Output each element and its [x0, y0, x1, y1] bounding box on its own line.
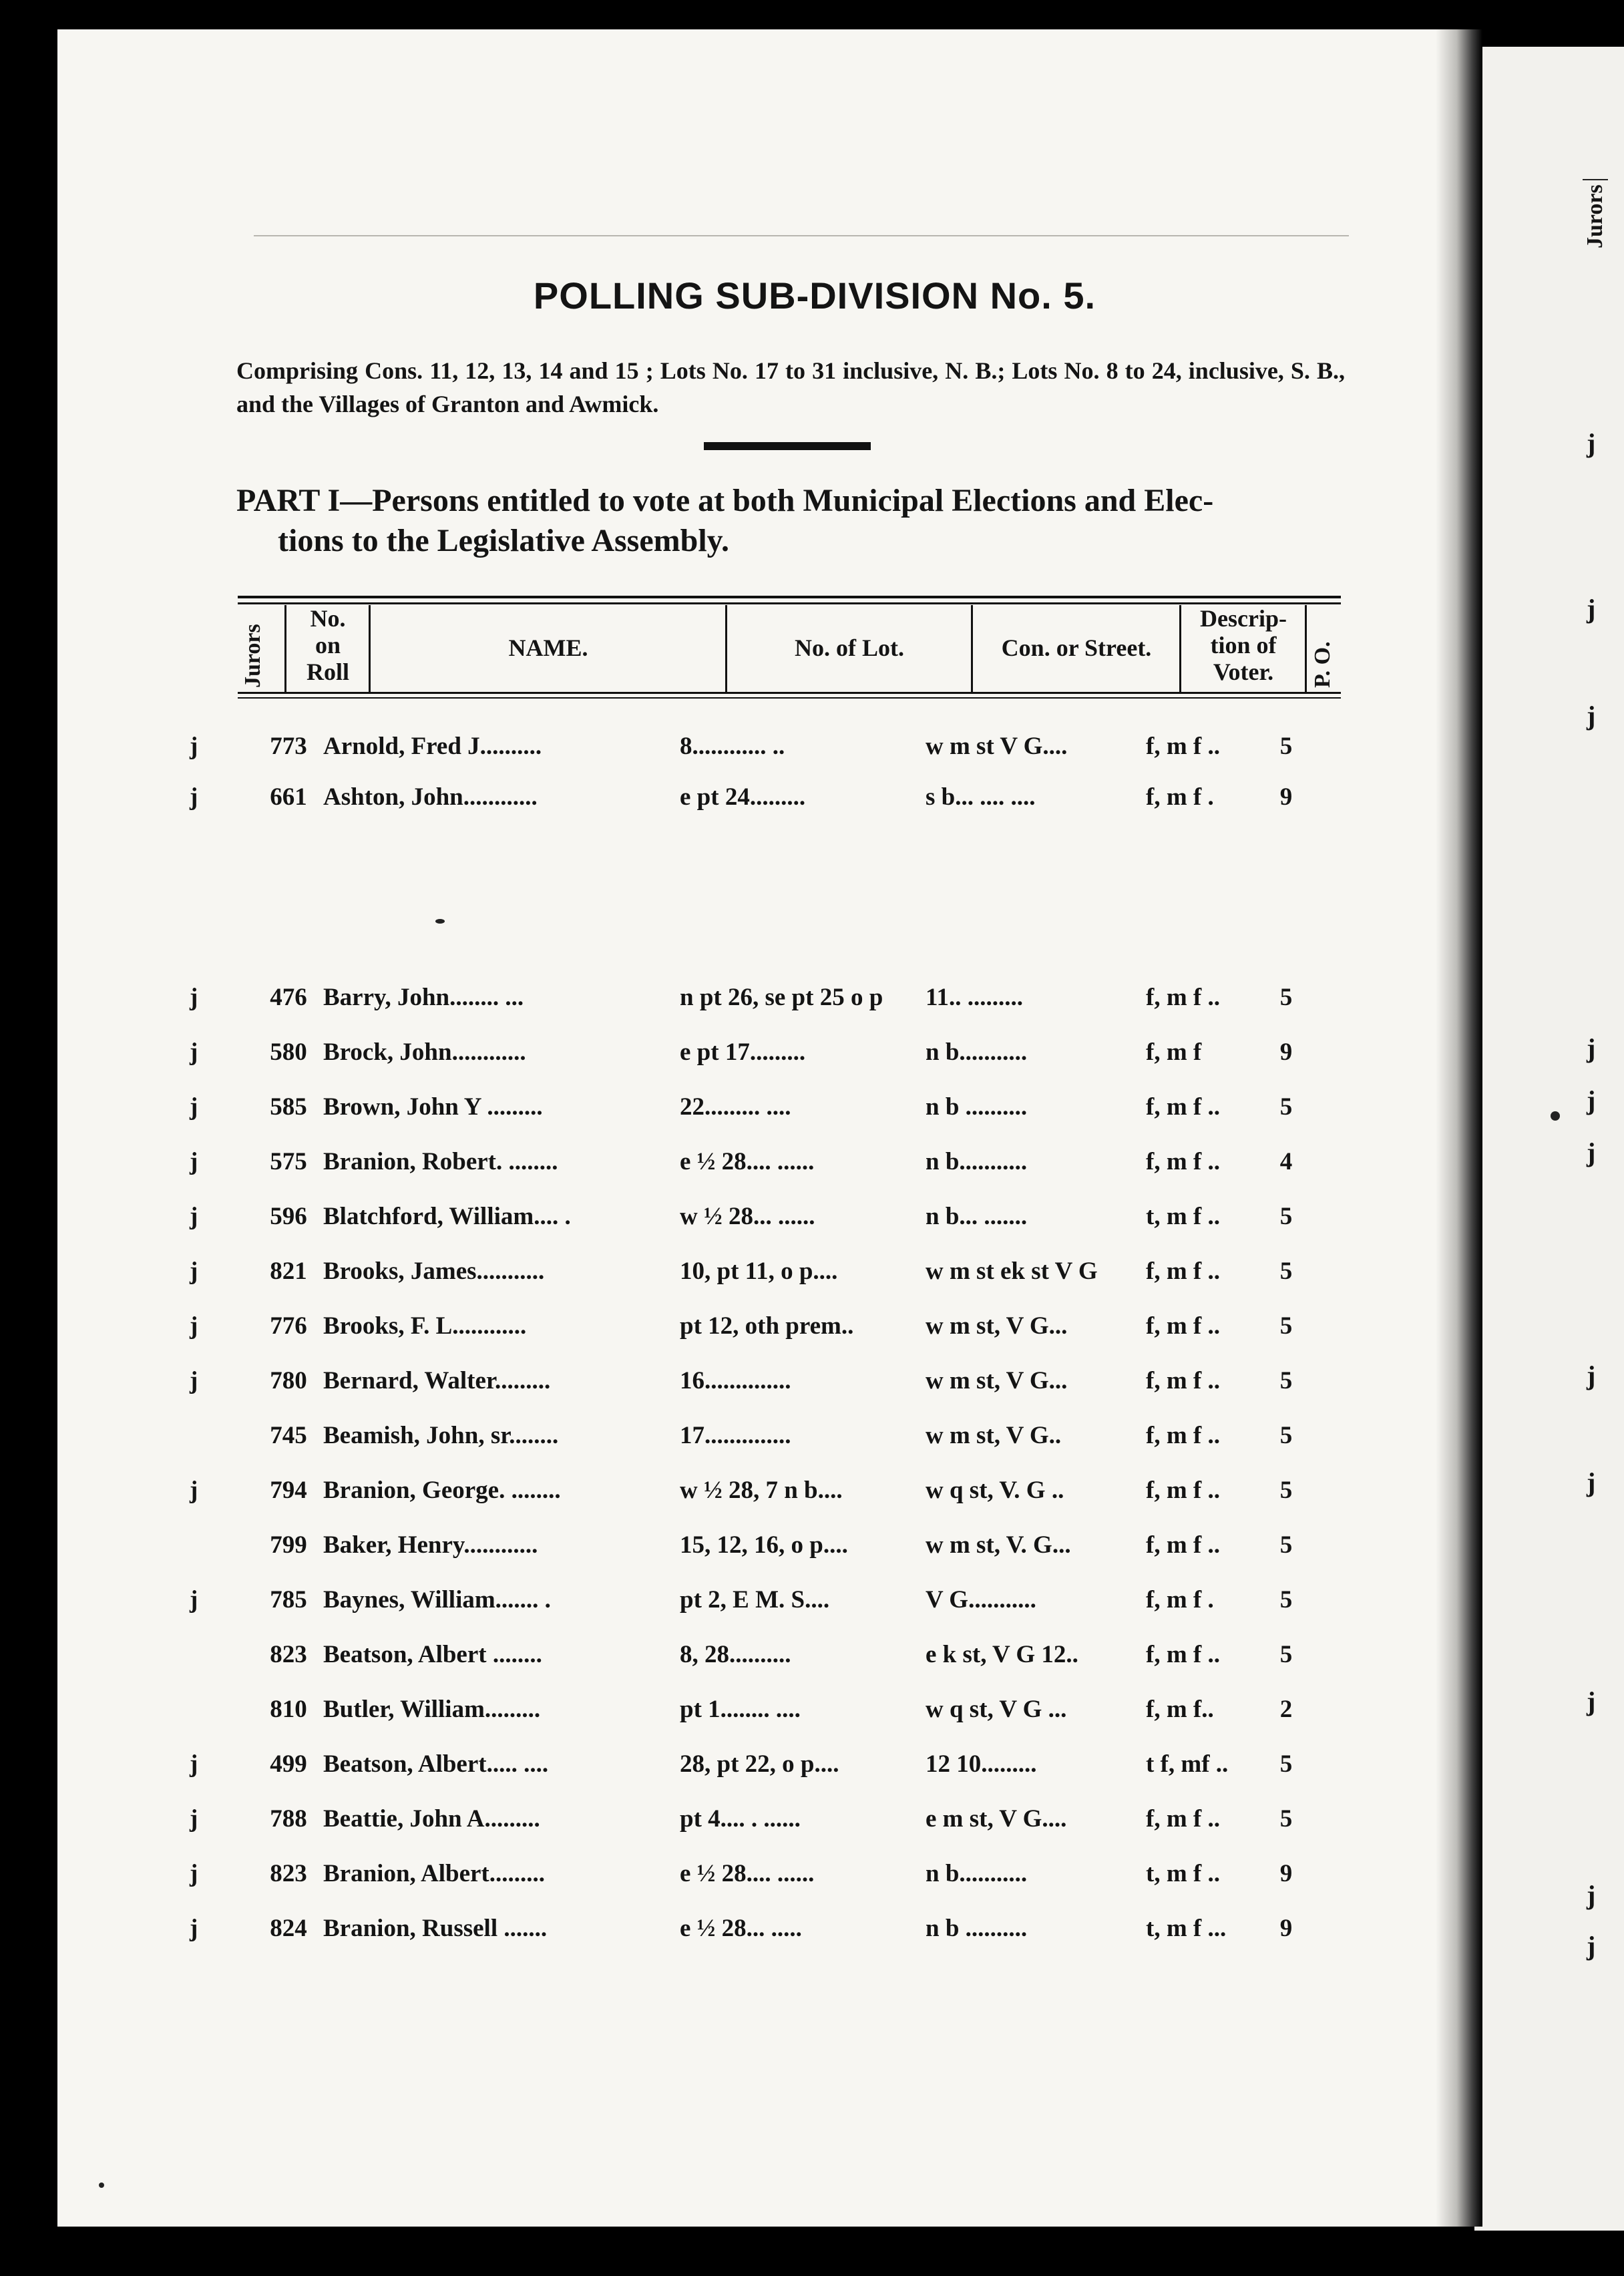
- post-office: 5: [1279, 1805, 1293, 1833]
- roll-number: 476: [270, 984, 307, 1011]
- juror-mark: j: [190, 1477, 198, 1504]
- post-office: 5: [1279, 1312, 1293, 1340]
- concession-street: e k st, V G 12..: [926, 1641, 1078, 1668]
- adjacent-jurors-label: Jurors: [1583, 179, 1608, 252]
- table-top-rule: [238, 596, 1341, 598]
- voter-row: [0, 1257, 1413, 1297]
- lot-number: pt 12, oth prem..: [680, 1312, 854, 1340]
- header-roll-number-line-2: on: [315, 632, 341, 658]
- roll-number: 785: [270, 1586, 307, 1614]
- concession-street: V G...........: [926, 1586, 1036, 1614]
- voter-row: [0, 1585, 1413, 1626]
- voter-row: [0, 1093, 1413, 1133]
- post-office: 5: [1279, 1531, 1293, 1559]
- voter-row: [0, 732, 1413, 772]
- voter-name: Baynes, William....... .: [323, 1586, 551, 1614]
- concession-street: w m st, V G...: [926, 1367, 1068, 1394]
- concession-street: w m st ek st V G: [926, 1258, 1098, 1285]
- voter-name: Brooks, F. L............: [323, 1312, 527, 1340]
- post-office: 5: [1279, 1750, 1293, 1778]
- title-divider: [704, 442, 871, 450]
- post-office: 5: [1279, 1586, 1293, 1614]
- voter-row: [0, 1750, 1413, 1790]
- voter-name: Branion, Albert.........: [323, 1860, 545, 1887]
- voter-description: f, m f ..: [1146, 1805, 1220, 1833]
- voter-description: f, m f ..: [1146, 984, 1220, 1011]
- post-office: 9: [1279, 1915, 1293, 1942]
- voter-description: f, m f ..: [1146, 1148, 1220, 1175]
- concession-street: w m st, V G...: [926, 1312, 1068, 1340]
- voter-row: [0, 1640, 1413, 1680]
- table-header-bottom-rule-inner: [238, 697, 1341, 699]
- concession-street: w q st, V G ...: [926, 1696, 1067, 1723]
- voter-row: [0, 1476, 1413, 1516]
- adjacent-juror-mark: j: [1587, 1085, 1596, 1115]
- roll-number: 794: [270, 1477, 307, 1504]
- post-office: 5: [1279, 733, 1293, 760]
- subdivision-description: Comprising Cons. 11, 12, 13, 14 and 15 ; Lots No. 17 to 31 inclusive, N. B.; Lots No. 8 to 24, inclusive, S. B., and the Villages of Granton and Awmick.: [236, 357, 1345, 417]
- lot-number: w ½ 28... ......: [680, 1203, 815, 1230]
- voter-name: Ashton, John............: [323, 783, 538, 811]
- concession-street: n b... .......: [926, 1203, 1028, 1230]
- roll-number: 661: [270, 783, 307, 811]
- lot-number: 16..............: [680, 1367, 791, 1394]
- roll-number: 596: [270, 1203, 307, 1230]
- post-office: 9: [1279, 1038, 1293, 1066]
- column-divider: [369, 605, 371, 692]
- table-top-rule-inner: [238, 602, 1341, 604]
- header-lot: No. of Lot.: [795, 634, 904, 661]
- voter-row: [0, 1202, 1413, 1242]
- lot-number: e ½ 28.... ......: [680, 1860, 815, 1887]
- post-office: 2: [1279, 1696, 1293, 1723]
- voter-name: Baker, Henry............: [323, 1531, 538, 1559]
- juror-mark: j: [190, 1148, 198, 1175]
- juror-mark: j: [190, 984, 198, 1011]
- voter-description: t, m f ...: [1146, 1915, 1227, 1942]
- scan-speck: [99, 2183, 104, 2188]
- header-description: [1182, 605, 1305, 685]
- roll-number: 823: [270, 1641, 307, 1668]
- lot-number: pt 2, E M. S....: [680, 1586, 830, 1614]
- lot-number: 15, 12, 16, o p....: [680, 1531, 848, 1559]
- column-divider: [725, 605, 727, 692]
- adjacent-juror-mark: j: [1587, 1360, 1596, 1390]
- part-heading: [236, 481, 1345, 561]
- post-office: 5: [1279, 1203, 1293, 1230]
- header-name: NAME.: [508, 634, 588, 661]
- voter-name: Beatson, Albert..... ....: [323, 1750, 549, 1778]
- voter-name: Beattie, John A.........: [323, 1805, 540, 1833]
- concession-street: 12 10.........: [926, 1750, 1037, 1778]
- adjacent-juror-mark: j: [1587, 1033, 1596, 1063]
- concession-street: n b...........: [926, 1148, 1028, 1175]
- voter-description: t, m f ..: [1146, 1860, 1220, 1887]
- adjacent-juror-mark: j: [1587, 1137, 1596, 1167]
- concession-street: s b... .... ....: [926, 783, 1036, 811]
- voter-description: t, m f ..: [1146, 1203, 1220, 1230]
- voter-description: t f, mf ..: [1146, 1750, 1229, 1778]
- roll-number: 773: [270, 733, 307, 760]
- scan-speck: [1551, 1111, 1560, 1121]
- voter-name: Butler, William.........: [323, 1696, 541, 1723]
- lot-number: 28, pt 22, o p....: [680, 1750, 839, 1778]
- juror-mark: j: [190, 1203, 198, 1230]
- adjacent-juror-mark: j: [1587, 1467, 1596, 1497]
- voter-name: Branion, Robert. ........: [323, 1148, 558, 1175]
- roll-number: 821: [270, 1258, 307, 1285]
- voter-name: Arnold, Fred J..........: [323, 733, 542, 760]
- header-jurors: Jurors: [240, 624, 265, 688]
- voter-row: [0, 1366, 1413, 1406]
- juror-mark: j: [190, 1750, 198, 1778]
- juror-mark: j: [190, 1093, 198, 1121]
- juror-mark: j: [190, 1860, 198, 1887]
- roll-number: 824: [270, 1915, 307, 1942]
- voter-description: f, m f ..: [1146, 733, 1220, 760]
- column-divider: [1305, 605, 1307, 692]
- roll-number: 585: [270, 1093, 307, 1121]
- adjacent-page-edge: [1474, 47, 1624, 2231]
- page-gutter: [1436, 29, 1482, 2227]
- post-office: 4: [1279, 1148, 1293, 1175]
- voter-row: [0, 1805, 1413, 1845]
- header-roll-number-line-1: No.: [310, 605, 346, 632]
- roll-number: 810: [270, 1696, 307, 1723]
- roll-number: 776: [270, 1312, 307, 1340]
- lot-number: 8, 28..........: [680, 1641, 791, 1668]
- concession-street: w m st, V. G...: [926, 1531, 1071, 1559]
- voter-description: f, m f ..: [1146, 1312, 1220, 1340]
- concession-street: w m st, V G..: [926, 1422, 1062, 1449]
- concession-street: 11.. .........: [926, 984, 1023, 1011]
- table-header-bottom-rule: [238, 692, 1341, 694]
- voter-name: Barry, John........ ...: [323, 984, 524, 1011]
- adjacent-juror-mark: j: [1587, 1686, 1596, 1716]
- post-office: 5: [1279, 1477, 1293, 1504]
- concession-street: n b ..........: [926, 1915, 1028, 1942]
- adjacent-juror-mark: j: [1587, 1931, 1596, 1961]
- header-description-line-3: Voter.: [1213, 658, 1274, 685]
- juror-mark: j: [190, 1367, 198, 1394]
- column-divider: [971, 605, 973, 692]
- lot-number: e ½ 28... .....: [680, 1915, 802, 1942]
- adjacent-juror-mark: j: [1587, 701, 1596, 731]
- roll-number: 499: [270, 1750, 307, 1778]
- voter-row: [0, 1421, 1413, 1461]
- voter-row: [0, 1038, 1413, 1078]
- header-description-line-2: tion of: [1210, 632, 1277, 658]
- lot-number: 10, pt 11, o p....: [680, 1258, 838, 1285]
- post-office: 5: [1279, 1093, 1293, 1121]
- juror-mark: j: [190, 1586, 198, 1614]
- voter-name: Brown, John Y .........: [323, 1093, 543, 1121]
- lot-number: 8............ ..: [680, 733, 785, 760]
- juror-mark: j: [190, 1805, 198, 1833]
- voter-description: f, m f ..: [1146, 1641, 1220, 1668]
- part-heading-line-2: tions to the Legislative Assembly.: [278, 523, 730, 558]
- juror-mark: j: [190, 1038, 198, 1066]
- roll-number: 580: [270, 1038, 307, 1066]
- page-title: POLLING SUB-DIVISION No. 5.: [533, 274, 1096, 317]
- voter-description: f, m f ..: [1146, 1367, 1220, 1394]
- juror-mark: j: [190, 1312, 198, 1340]
- roll-number: 575: [270, 1148, 307, 1175]
- roll-number: 823: [270, 1860, 307, 1887]
- show-through-rule: [254, 235, 1349, 236]
- voter-name: Brock, John............: [323, 1038, 526, 1066]
- column-divider: [284, 605, 286, 692]
- post-office: 9: [1279, 783, 1293, 811]
- post-office: 5: [1279, 1641, 1293, 1668]
- voter-description: f, m f: [1146, 1038, 1202, 1066]
- roll-number: 788: [270, 1805, 307, 1833]
- lot-number: 22......... ....: [680, 1093, 791, 1121]
- concession-street: w q st, V. G ..: [926, 1477, 1064, 1504]
- voter-row: [0, 1695, 1413, 1735]
- voter-description: f, m f..: [1146, 1696, 1214, 1723]
- header-description-line-1: Descrip-: [1200, 605, 1287, 632]
- column-divider: [1179, 605, 1181, 692]
- adjacent-juror-mark: j: [1587, 428, 1596, 458]
- lot-number: e pt 24.........: [680, 783, 806, 811]
- post-office: 5: [1279, 1258, 1293, 1285]
- lot-number: pt 4.... . ......: [680, 1805, 801, 1833]
- voter-description: f, m f .: [1146, 1586, 1214, 1614]
- lot-number: w ½ 28, 7 n b....: [680, 1477, 843, 1504]
- voter-description: f, m f .: [1146, 783, 1214, 811]
- voter-description: f, m f ..: [1146, 1477, 1220, 1504]
- post-office: 9: [1279, 1860, 1293, 1887]
- lot-number: pt 1........ ....: [680, 1696, 801, 1723]
- header-roll-number-line-3: Roll: [306, 658, 349, 685]
- lot-number: 17..............: [680, 1422, 791, 1449]
- voter-description: f, m f ..: [1146, 1093, 1220, 1121]
- post-office: 5: [1279, 1367, 1293, 1394]
- voter-name: Bernard, Walter.........: [323, 1367, 551, 1394]
- voter-name: Brooks, James...........: [323, 1258, 545, 1285]
- lot-number: n pt 26, se pt 25 o p: [680, 984, 883, 1011]
- lot-number: e ½ 28.... ......: [680, 1148, 815, 1175]
- juror-mark: j: [190, 733, 198, 760]
- voter-description: f, m f ..: [1146, 1258, 1220, 1285]
- voter-name: Blatchford, William.... .: [323, 1203, 571, 1230]
- post-office: 5: [1279, 984, 1293, 1011]
- voter-name: Branion, Russell .......: [323, 1915, 548, 1942]
- voter-name: Branion, George. ........: [323, 1477, 561, 1504]
- header-roll-number: [288, 605, 367, 685]
- concession-street: n b...........: [926, 1860, 1028, 1887]
- voter-row: [0, 1147, 1413, 1187]
- lot-number: e pt 17.........: [680, 1038, 806, 1066]
- roll-number: 780: [270, 1367, 307, 1394]
- roll-number: 799: [270, 1531, 307, 1559]
- concession-street: e m st, V G....: [926, 1805, 1067, 1833]
- header-concession: Con. or Street.: [1001, 634, 1152, 661]
- voter-row: [0, 1531, 1413, 1571]
- part-heading-line-1: PART I—Persons entitled to vote at both Municipal Elections and Elec-: [236, 483, 1214, 518]
- juror-mark: j: [190, 1258, 198, 1285]
- voter-row: [0, 983, 1413, 1023]
- adjacent-juror-mark: j: [1587, 1880, 1596, 1910]
- concession-street: w m st V G....: [926, 733, 1068, 760]
- juror-mark: j: [190, 783, 198, 811]
- voter-name: Beatson, Albert ........: [323, 1641, 542, 1668]
- post-office: 5: [1279, 1422, 1293, 1449]
- juror-mark: j: [190, 1915, 198, 1942]
- adjacent-juror-mark: j: [1587, 594, 1596, 624]
- voter-description: f, m f ..: [1146, 1531, 1220, 1559]
- roll-number: 745: [270, 1422, 307, 1449]
- voter-name: Beamish, John, sr........: [323, 1422, 559, 1449]
- voter-description: f, m f ..: [1146, 1422, 1220, 1449]
- concession-street: n b ..........: [926, 1093, 1028, 1121]
- voter-row: [0, 1312, 1413, 1352]
- voter-row: [0, 1859, 1413, 1899]
- concession-street: n b...........: [926, 1038, 1028, 1066]
- scan-speck: [435, 919, 445, 924]
- header-post-office: P. O.: [1310, 641, 1335, 688]
- voter-row: [0, 1914, 1413, 1954]
- voter-row: [0, 783, 1413, 823]
